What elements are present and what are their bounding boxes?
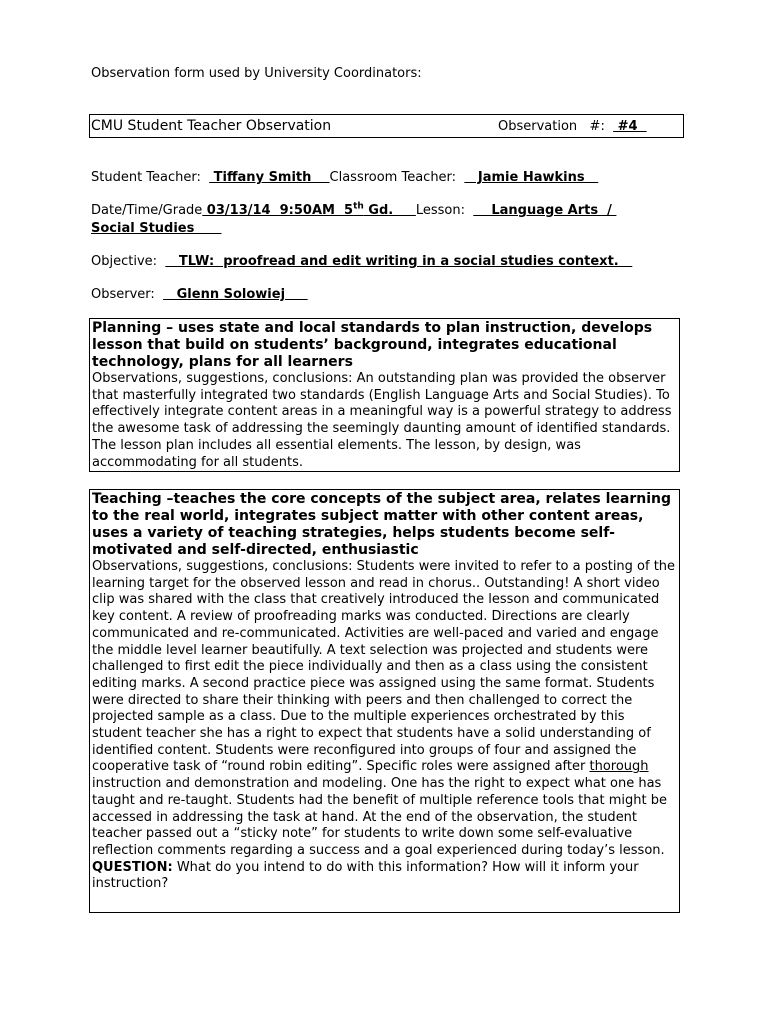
title-box bbox=[89, 114, 684, 138]
student-teacher-label: Student Teacher: bbox=[91, 170, 210, 185]
lesson-value-line-2 bbox=[91, 221, 222, 237]
student-teacher-value: Tiffany Smith bbox=[209, 170, 330, 185]
observer-label: Observer: bbox=[91, 287, 164, 302]
date-value-sup: th bbox=[353, 201, 364, 212]
classroom-teacher-label: Classroom Teacher: bbox=[329, 170, 465, 185]
date-label: Date/Time/Grade bbox=[91, 203, 203, 218]
planning-heading: Planning – uses state and local standards to plan instruction, develops lesson that build on students’ background, integrates educational technology, plans for all learners bbox=[92, 320, 653, 370]
planning-section bbox=[89, 318, 680, 472]
teaching-heading: Teaching –teaches the core concepts of the subject area, relates learning to the real world, integrates subject matter with other content areas, uses a variety of teaching strategies, helps students become self-motivated and self-directed, enthusiastic bbox=[92, 491, 671, 558]
date-value-main: 03/13/14 9:50AM 5 bbox=[202, 203, 354, 218]
teaching-body-underlined: thorough bbox=[589, 759, 649, 775]
observer-line bbox=[91, 287, 308, 303]
observation-number-value: #4 bbox=[613, 119, 647, 134]
observation-number bbox=[498, 118, 647, 135]
observation-number-label: Observation #: bbox=[498, 119, 614, 134]
form-title: CMU Student Teacher Observation bbox=[91, 118, 332, 134]
classroom-teacher-value: Jamie Hawkins bbox=[464, 170, 599, 185]
teaching-body-part-2: instruction and demonstration and modeling. One has the right to expect what one has taught and re-taught. Students had the benefit of multiple reference tools that might be accessed in addressing the task at hand. At the end of the observation, the student teacher passed out a “sticky note” for students to write down some self-evaluative reflection comments regarding a success and a goal experienced during today’s lesson. bbox=[92, 776, 667, 858]
date-lesson-line bbox=[91, 203, 616, 219]
lesson-label: Lesson: bbox=[415, 203, 474, 218]
lesson-value-continued: Social Studies bbox=[91, 221, 222, 236]
objective-value: TLW: proofread and edit writing in a social studies context. bbox=[165, 254, 633, 269]
planning-body: Observations, suggestions, conclusions: An outstanding plan was provided the observer that masterfully integrated two standards (English Language Arts and Social Studies). To effectively integrate content areas in a meaningful way is a powerful strategy to address the awesome task of addressing the seemingly daunting amount of identified standards. The lesson plan includes all essential elements. The lesson, by design, was accommodating for all students. bbox=[92, 371, 672, 470]
teaching-section bbox=[89, 489, 680, 913]
lesson-value: Language Arts / bbox=[473, 203, 617, 218]
teaching-body bbox=[92, 559, 677, 893]
intro-text: Observation form used by University Coordinators: bbox=[91, 66, 422, 81]
date-value-grade: Gd. bbox=[363, 203, 416, 218]
teaching-body-part-1: Observations, suggestions, conclusions: Students were invited to refer to a posting of the learning target for the observed lesson and read in chorus.. Outstanding! A short video clip was shared with the class that creatively introduced the lesson and communicated key content. A review of proofreading marks was conducted. Directions are clearly communicated and re-communicated. Activities are well-paced and varied and engage the middle level learner beautifully. A text selection was projected and students were challenged to first edit the piece individually and then as a class using the consistent editing marks. A second practice piece was assigned using the same format. Students were directed to share their thinking with peers and then challenged to correct the projected sample as a class. Due to the multiple experiences orchestrated by this student teacher she has a right to expect that students have a solid understanding of identified content. Students were reconfigured into groups of four and assigned the cooperative task of “round robin editing”. Specific roles were assigned after bbox=[92, 559, 676, 775]
observer-value: Glenn Solowiej bbox=[163, 287, 308, 302]
objective-line bbox=[91, 254, 632, 270]
question-label: QUESTION: bbox=[92, 859, 173, 875]
teachers-line bbox=[91, 170, 598, 186]
date-value bbox=[202, 203, 416, 218]
objective-label: Objective: bbox=[91, 254, 166, 269]
teaching-body-part-3: What do you intend to do with this information? How will it inform your instruction? bbox=[92, 859, 639, 892]
